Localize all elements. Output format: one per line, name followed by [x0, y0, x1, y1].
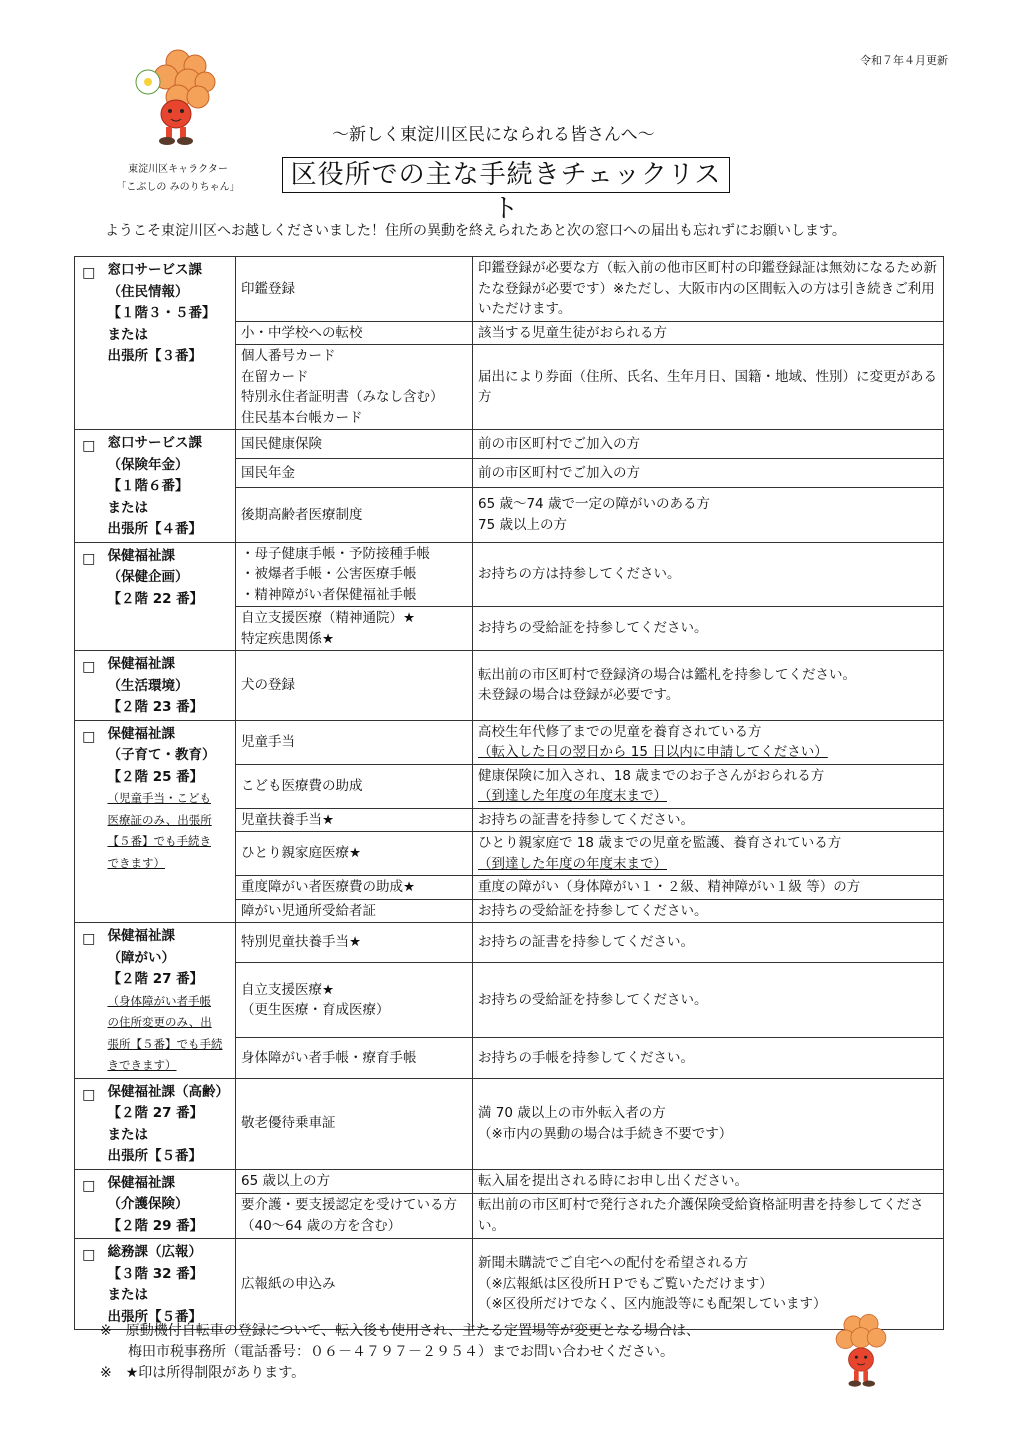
table-row	[75, 923, 944, 963]
mascot-icon	[130, 42, 220, 147]
footnote: 梅田市税事務所（電話番号：０６－４７９７－２９５４）までお問い合わせください。	[100, 1344, 674, 1360]
procedure-cell	[236, 1078, 473, 1169]
table-row	[75, 1239, 944, 1330]
checkbox[interactable]: □	[82, 1177, 96, 1194]
procedure-cell	[236, 257, 473, 322]
description-line: 転入届を提出される時にお申し出ください。	[478, 1172, 748, 1189]
description-cell	[473, 876, 944, 900]
mascot-icon	[826, 1308, 896, 1390]
procedure-cell	[236, 963, 473, 1038]
mascot-caption	[108, 161, 248, 197]
table-row	[75, 720, 944, 764]
department-note-text: の住所変更のみ、出	[107, 1015, 212, 1029]
procedure-line: ひとり親家庭医療★	[241, 845, 362, 862]
procedure-cell	[236, 1169, 473, 1193]
department-line: （保健企画）	[107, 569, 189, 585]
description-line: （※区役所だけでなく、区内施設等にも配架しています）	[478, 1296, 827, 1313]
description-line: お持ちの方は持参してください。	[478, 566, 681, 582]
procedure-line: 自立支援医療★	[241, 981, 335, 998]
description-cell	[473, 488, 944, 542]
department-cell	[103, 542, 236, 651]
department-line: 保健福祉課（高齢）	[107, 1083, 229, 1100]
description-cell	[473, 430, 944, 459]
department-line: または	[107, 326, 148, 343]
checkbox-cell	[75, 1169, 103, 1239]
footnote: ※ ★印は所得制限があります。	[100, 1365, 306, 1381]
department-line: 【２階 27 番】	[107, 971, 204, 987]
procedure-line: こども医療費の助成	[241, 777, 363, 794]
description-line: （※市内の異動の場合は手続き不要です）	[478, 1125, 733, 1142]
description-line: 75 歳以上の方	[478, 516, 567, 533]
description-line: 印鑑登録が必要な方（転入前の他市区町村の印鑑登録証は無効になるため新たな登録が必要です）※ただし、大阪市内の区間転入の方は引き続きご利用いただけます。	[478, 260, 937, 317]
procedure-line: （更生医療・育成医療）	[241, 1002, 390, 1019]
description-line: （※広報紙は区役所ＨＰでもご覧いただけます）	[478, 1275, 773, 1292]
department-line: 保健福祉課	[107, 725, 175, 742]
description-line: 未登録の場合は登録が必要です。	[478, 687, 680, 704]
department-line: （保険年金）	[107, 456, 189, 473]
description-line: 前の市区町村でご加入の方	[478, 435, 640, 452]
subtitle: ～新しく東淀川区民になられる皆さんへ～	[332, 125, 655, 145]
department-line: 【２階 27 番】	[107, 1105, 204, 1121]
checkbox-cell	[75, 1078, 103, 1169]
department-cell	[103, 430, 236, 543]
procedure-cell	[236, 488, 473, 542]
department-note-text: できます）	[107, 855, 165, 870]
description-note	[478, 854, 938, 875]
description-line: お持ちの証書を持参してください。	[478, 811, 694, 828]
procedure-cell	[236, 1239, 473, 1330]
description-cell	[473, 321, 944, 345]
description-line: お持ちの受給証を持参してください。	[478, 991, 708, 1008]
procedure-cell	[236, 345, 473, 430]
department-cell	[103, 1169, 236, 1239]
department-line: （障がい）	[107, 949, 175, 966]
procedure-line: 住民基本台帳カード	[241, 409, 363, 426]
mascot-caption-line: 「こぶしの みのりちゃん」	[116, 182, 240, 193]
description-cell	[473, 607, 944, 651]
department-line: 【１階３・５番】	[107, 305, 216, 321]
description-cell	[473, 1038, 944, 1078]
department-line: 出張所【４番】	[107, 521, 202, 537]
procedure-line: 障がい児通所受給者証	[241, 902, 376, 919]
description-line: 届出により券面（住所、氏名、生年月日、国籍・地域、性別）に変更がある方	[478, 368, 937, 405]
table-row	[75, 651, 944, 721]
description-line: 満 70 歳以上の市外転入者の方	[478, 1105, 666, 1121]
department-cell	[103, 720, 236, 923]
procedure-line: 特定疾患関係★	[241, 630, 335, 647]
department-note	[108, 991, 231, 1013]
department-line: （生活環境）	[107, 677, 189, 694]
department-cell	[103, 1239, 236, 1330]
department-line: 出張所【５番】	[107, 1308, 202, 1325]
department-line: （介護保険）	[107, 1196, 189, 1212]
procedure-line: 要介護・要支援認定を受けている方（40～64 歳の方を含む）	[241, 1197, 457, 1234]
description-line: 65 歳～74 歳で一定の障がいのある方	[478, 496, 710, 513]
description-line: 前の市区町村でご加入の方	[478, 464, 640, 481]
checkbox-cell	[75, 542, 103, 651]
procedure-line: 特別永住者証明書（みなし含む）	[241, 389, 444, 405]
description-cell	[473, 1078, 944, 1169]
description-line: 重度の障がい（身体障がい１・２級、精神障がい１級 等）の方	[478, 879, 861, 895]
checkbox[interactable]: □	[82, 1247, 96, 1263]
procedure-cell	[236, 542, 473, 607]
procedure-line: 65 歳以上の方	[241, 1172, 330, 1189]
checkbox[interactable]: □	[82, 659, 96, 675]
description-cell	[473, 345, 944, 430]
description-note-text: （到達した年度の年度末まで）	[478, 855, 667, 872]
procedure-cell	[236, 651, 473, 721]
description-line: お持ちの証書を持参してください。	[478, 934, 694, 951]
description-cell	[473, 764, 944, 808]
description-cell	[473, 257, 944, 322]
page-title: 区役所での主な手続きチェックリスト	[282, 157, 730, 193]
procedure-cell	[236, 808, 473, 832]
department-line: （住民情報）	[107, 283, 189, 300]
department-line: 【１階６番】	[107, 478, 189, 494]
procedure-cell	[236, 923, 473, 963]
description-cell	[473, 1169, 944, 1193]
department-line: 出張所【３番】	[107, 348, 202, 364]
checkbox-cell	[75, 923, 103, 1079]
description-line: 転出前の市区町村で登録済の場合は鑑札を持参してください。	[478, 666, 856, 683]
table-row	[75, 430, 944, 459]
department-line: または	[107, 1287, 148, 1303]
description-line: お持ちの受給証を持参してください。	[478, 620, 708, 637]
procedure-line: ・被爆者手帳・公害医療手帳	[241, 566, 417, 582]
description-cell	[473, 808, 944, 832]
procedure-cell	[236, 607, 473, 651]
checkbox[interactable]: □	[82, 438, 96, 454]
intro-text: ようこそ東淀川区へお越しくださいました！住所の異動を終えられたあと次の窓口への届出も忘れずにお願いします。	[105, 223, 846, 239]
mascot-caption-line: 東淀川区キャラクター	[128, 164, 228, 175]
checkbox-cell	[75, 720, 103, 923]
description-cell	[473, 963, 944, 1038]
procedure-cell	[236, 1038, 473, 1078]
description-line: お持ちの受給証を持参してください。	[478, 902, 708, 919]
checkbox[interactable]: □	[82, 1086, 96, 1103]
procedure-line: 児童扶養手当★	[241, 811, 335, 828]
department-line: または	[107, 499, 148, 516]
description-cell	[473, 651, 944, 721]
procedure-cell	[236, 720, 473, 764]
department-note	[108, 1055, 231, 1077]
description-note	[478, 742, 938, 763]
department-line: 総務課（広報）	[107, 1244, 202, 1260]
procedure-cell	[236, 764, 473, 808]
department-line: 保健福祉課	[107, 656, 175, 672]
procedure-line: 小・中学校への転校	[241, 324, 363, 341]
footnotes	[100, 1321, 700, 1384]
department-line: または	[107, 1126, 148, 1143]
procedure-line: 犬の登録	[241, 677, 295, 693]
department-note-text: 張所【５番】でも手続	[107, 1036, 223, 1051]
department-note-text: 【５番】でも手続き	[107, 834, 211, 848]
procedure-line: 敬老優待乗車証	[241, 1115, 336, 1132]
description-line: 該当する児童生徒がおられる方	[478, 324, 667, 341]
procedure-line: ・精神障がい者保健福祉手帳	[241, 586, 417, 603]
procedure-line: 国民年金	[241, 464, 295, 481]
checkbox-cell	[75, 651, 103, 721]
description-line: ひとり親家庭で 18 歳までの児童を監護、養育されている方	[478, 835, 842, 851]
procedure-cell	[236, 430, 473, 459]
department-note	[108, 1012, 231, 1034]
description-line: 新聞未購読でご自宅への配付を希望される方	[478, 1255, 748, 1272]
department-line: 【３階 32 番】	[107, 1265, 204, 1282]
department-line: （子育て・教育）	[107, 747, 216, 763]
update-date: 令和７年４月更新	[860, 54, 948, 67]
checkbox[interactable]: □	[82, 550, 96, 567]
procedure-cell	[236, 459, 473, 488]
table-row	[75, 1169, 944, 1193]
department-note	[108, 1034, 231, 1056]
procedure-line: 国民健康保険	[241, 435, 322, 452]
description-cell	[473, 720, 944, 764]
department-line: 窓口サービス課	[107, 262, 202, 278]
procedure-line: 身体障がい者手帳・療育手帳	[241, 1049, 417, 1066]
department-line: 【２階 22 番】	[107, 590, 204, 607]
table-row	[75, 257, 944, 322]
procedure-line: 重度障がい者医療費の助成★	[241, 879, 416, 895]
department-note-text: （身体障がい者手帳	[107, 993, 211, 1008]
department-cell	[103, 923, 236, 1079]
procedure-line: 後期高齢者医療制度	[241, 506, 363, 523]
checkbox[interactable]: □	[82, 265, 96, 281]
checklist-table	[74, 256, 944, 1330]
procedure-line: 在留カード	[241, 368, 309, 385]
table-row	[75, 542, 944, 607]
checkbox[interactable]: □	[82, 931, 96, 947]
description-cell	[473, 459, 944, 488]
procedure-line: 特別児童扶養手当★	[241, 934, 362, 951]
description-note	[478, 786, 938, 807]
procedure-line: ・母子健康手帳・予防接種手帳	[241, 545, 430, 562]
department-note-text: きできます）	[107, 1058, 177, 1072]
department-line: 【２階 25 番】	[107, 768, 204, 785]
procedure-line: 児童手当	[241, 733, 295, 750]
department-note	[108, 853, 231, 875]
department-note	[108, 810, 231, 832]
description-line: お持ちの手帳を持参してください。	[478, 1049, 694, 1066]
description-cell	[473, 923, 944, 963]
description-cell	[473, 542, 944, 607]
department-line: 保健福祉課	[107, 1174, 175, 1191]
procedure-line: 印鑑登録	[241, 280, 295, 297]
department-line: 窓口サービス課	[107, 435, 202, 451]
department-line: 保健福祉課	[107, 547, 175, 564]
department-note	[108, 788, 231, 810]
department-cell	[103, 651, 236, 721]
description-line: 高校生年代修了までの児童を養育されている方	[478, 723, 762, 740]
procedure-cell	[236, 832, 473, 876]
department-line: 保健福祉課	[107, 928, 175, 944]
department-line: 【２階 29 番】	[107, 1217, 204, 1234]
procedure-line: 個人番号カード	[241, 348, 336, 364]
description-line: 転出前の市区町村で発行された介護保険受給資格証明書を持参してください。	[478, 1197, 924, 1234]
description-cell	[473, 832, 944, 876]
department-note	[108, 831, 231, 853]
procedure-cell	[236, 1193, 473, 1238]
department-cell	[103, 1078, 236, 1169]
description-note-text: （到達した年度の年度末まで）	[478, 788, 667, 804]
procedure-cell	[236, 899, 473, 923]
checkbox[interactable]: □	[82, 728, 96, 745]
department-note-text: 医療証のみ、出張所	[107, 812, 212, 827]
procedure-cell	[236, 876, 473, 900]
procedure-cell	[236, 321, 473, 345]
description-line: 健康保険に加入され、18 歳までのお子さんがおられる方	[478, 767, 825, 784]
footnote: ※ 原動機付自転車の登録について、転入後も使用され、主たる定置場等が変更となる場合は、	[100, 1323, 701, 1339]
checkbox-cell	[75, 430, 103, 543]
description-note-text: （転入した日の翌日から 15 日以内に申請してください）	[478, 744, 828, 760]
procedure-line: 広報紙の申込み	[241, 1275, 336, 1292]
department-line: 【２階 23 番】	[107, 699, 204, 715]
department-cell	[103, 257, 236, 430]
procedure-line: 自立支援医療（精神通院）★	[241, 610, 416, 626]
description-cell	[473, 899, 944, 923]
checkbox-cell	[75, 1239, 103, 1330]
description-cell	[473, 1193, 944, 1238]
table-row	[75, 1078, 944, 1169]
department-note-text: （児童手当・こども	[107, 791, 211, 805]
department-line: 出張所【５番】	[107, 1148, 202, 1164]
checkbox-cell	[75, 257, 103, 430]
